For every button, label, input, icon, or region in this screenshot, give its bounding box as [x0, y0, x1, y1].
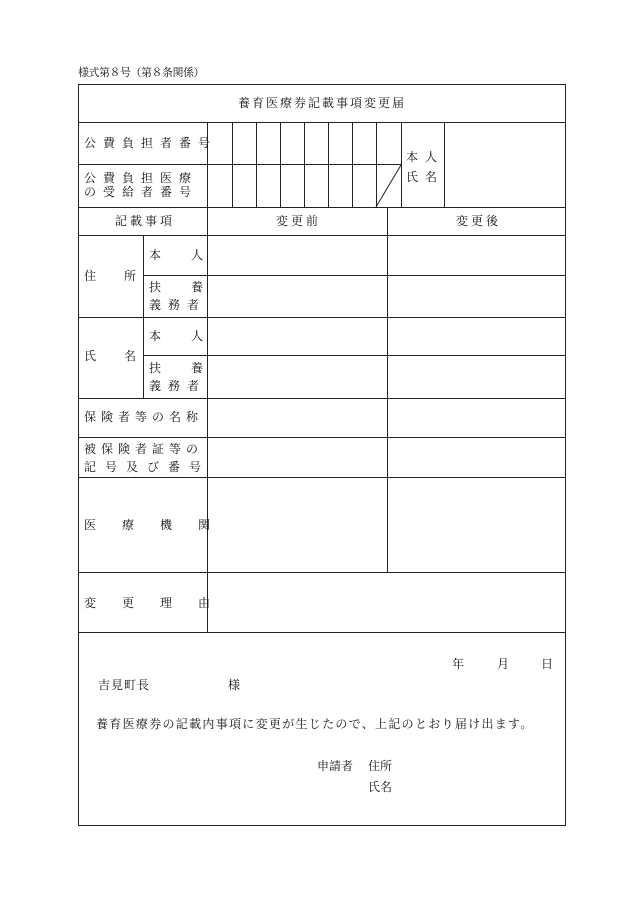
name-guardian-label-line1: 扶 養	[149, 361, 213, 375]
rule	[207, 122, 208, 207]
diagonal-slash	[375, 165, 401, 207]
rule	[78, 235, 566, 236]
person-name-label-line1: 本人	[406, 150, 445, 164]
applicant-address-label: 住所	[368, 759, 393, 773]
rule	[387, 207, 388, 572]
rule	[401, 122, 402, 207]
person-name-label-line2: 氏名	[406, 170, 445, 184]
rule	[207, 207, 208, 632]
rule	[143, 235, 144, 398]
address-self-label: 本 人	[149, 248, 213, 262]
insurer-name-label: 保険者等の名称	[84, 410, 204, 424]
date-day: 日	[541, 657, 554, 671]
form-title: 養育医療券記載事項変更届	[237, 96, 406, 110]
rule	[78, 437, 566, 438]
rule	[78, 477, 566, 478]
rule	[280, 122, 281, 207]
header-item: 記載事項	[115, 214, 176, 228]
public-burden-number-label: 公費負担者番号	[84, 136, 218, 150]
insured-card-label-line1: 被保険者証等の	[84, 442, 204, 456]
rule	[78, 632, 566, 633]
applicant-name-label: 氏名	[368, 780, 393, 794]
header-before: 変更前	[276, 214, 322, 228]
address-guardian-label-line2: 義務者	[149, 298, 207, 312]
rule	[232, 122, 233, 207]
rule	[78, 317, 566, 318]
rule	[328, 122, 329, 207]
rule	[256, 122, 257, 207]
recipient-number-label-line1: 公費負担医療	[84, 171, 199, 185]
statement: 養育医療券の記載内事項に変更が生じたので、上記のとおり届け出ます。	[96, 717, 534, 731]
name-guardian-label-line2: 義務者	[149, 379, 207, 393]
name-label: 氏 名	[84, 349, 145, 363]
rule	[304, 122, 305, 207]
rule	[78, 398, 566, 399]
rule	[78, 122, 566, 123]
reason-label: 変更理由	[84, 596, 237, 610]
rule	[444, 122, 445, 207]
insured-card-label-line2: 記号及び番号	[84, 460, 211, 474]
honorific: 様	[228, 678, 241, 692]
form-number: 様式第８号（第８条関係）	[78, 66, 204, 79]
medical-institution-label: 医療機関	[84, 518, 237, 532]
applicant-label: 申請者	[317, 759, 354, 773]
header-after: 変更後	[456, 214, 502, 228]
name-self-label: 本 人	[149, 329, 213, 343]
rule	[78, 207, 566, 208]
rule	[78, 572, 566, 573]
date-year: 年	[452, 657, 465, 671]
recipient-number-label-line2: の受給者番号	[84, 185, 199, 199]
address-guardian-label-line1: 扶 養	[149, 280, 213, 294]
addressee: 吉見町長	[98, 678, 151, 692]
address-label: 住 所	[84, 269, 145, 283]
date-month: 月	[497, 657, 510, 671]
rule	[352, 122, 353, 207]
